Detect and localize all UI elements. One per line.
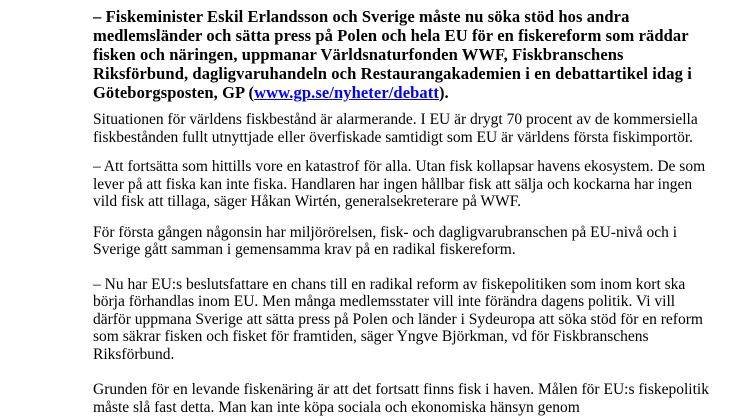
paragraph-quote-wwf: – Att fortsätta som hittills vore en katastrof för alla. Utan fisk kollapsar havens ekosystem. De som lever på att fiska kan inte fiska. Handlaren har ingen hållbar fisk att sälja och kockarna har ingen vild fisk att tillaga, säger Håkan Wirtén, generalsekreterare på WWF. bbox=[93, 158, 706, 210]
paragraph-foundation-cutoff: Grunden för en levande fiskenäring är att det fortsatt finns fisk i haven. Målen för EU:s fiskepolitik måste slå fast detta. Man kan inte köpa sociala och ekonomiska hänsyn genom bbox=[93, 381, 709, 416]
lead-text-after-link: ). bbox=[438, 83, 449, 102]
paragraph-first-time-alliance: För första gången någonsin har miljörörelsen, fisk- och dagligvarubranschen på EU-nivå och i Sverige gått samman i gemensamma krav på en radikal fiskereform. bbox=[93, 223, 678, 258]
press-release-body bbox=[93, 7, 709, 416]
gp-debate-link[interactable]: www.gp.se/nyheter/debatt bbox=[254, 83, 439, 102]
lead-paragraph bbox=[93, 7, 709, 102]
paragraph-fish-stocks-situation: Situationen för världens fiskbestånd är alarmerande. I EU är drygt 70 procent av de kommersiella fiskbestånden fullt utnyttjade eller överfiskade samtidigt som EU är världens första fiskimportör. bbox=[93, 111, 698, 146]
lead-text-before-link: – Fiskeminister Eskil Erlandsson och Sverige måste nu söka stöd hos andra medlemsländer och sätta press på Polen och hela EU för en fiskereform som räddar fisken och näringen, uppmanar Världsnaturfonden WWF, Fiskbranschens Riksförbund, dagligvaruhandeln och Restaurangakademien i en debattartikel idag i Göteborgsposten, GP ( bbox=[93, 7, 692, 102]
paragraph-quote-riksforbund: – Nu har EU:s beslutsfattare en chans till en radikal reform av fiskepolitiken som inom kort ska börja förhandlas inom EU. Men många medlemsstater vill inte förändra dagens politik. Vi vill därför uppmana Sverige att sätta press på Polen och länder i Sydeuropa att söka stöd för en reform som säkrar fisken och fisket för framtiden, säger Yngve Björkman, vd för Fiskbranschens Riksförbund. bbox=[93, 275, 703, 363]
